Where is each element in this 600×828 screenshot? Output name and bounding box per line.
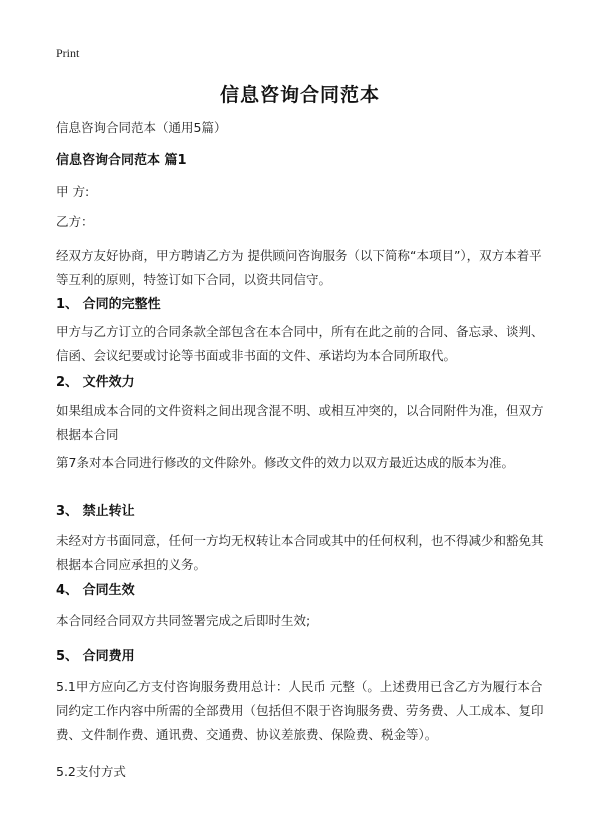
document-subtitle: 信息咨询合同范本（通用5篇）	[56, 120, 227, 135]
section-heading: 信息咨询合同范本 篇1	[56, 153, 187, 168]
clause-3-heading: 3、 禁止转让	[56, 504, 135, 519]
clause-3-paragraph: 未经对方书面同意，任何一方均无权转让本合同或其中的任何权利，也不得减少和豁免其根据本合同应承担的义务。	[56, 533, 544, 572]
clause-1-paragraph: 甲方与乙方订立的合同条款全部包含在本合同中，所有在此之前的合同、备忘录、谈判、信函、会议纪要或讨论等书面或非书面的文件、承诺均为本合同所取代。	[56, 324, 544, 363]
clause-2-paragraph-1: 如果组成本合同的文件资料之间出现含混不明、或相互冲突的，以合同附件为准，但双方根据本合同	[56, 403, 544, 442]
clause-5-paragraph-2: 5.2支付方式	[56, 764, 126, 779]
clause-5-heading: 5、 合同费用	[56, 649, 135, 664]
party-a-line: 甲 方:	[56, 184, 90, 199]
intro-paragraph: 经双方友好协商，甲方聘请乙方为 提供顾问咨询服务（以下简称“本项目”），双方本着平等互利的原则，特签订如下合同，以资共同信守。	[56, 248, 542, 287]
clause-2-heading: 2、 文件效力	[56, 375, 135, 390]
clause-2-paragraph-2: 第7条对本合同进行修改的文件除外。修改文件的效力以双方最近达成的版本为准。	[56, 455, 514, 470]
print-label: Print	[56, 46, 80, 60]
clause-4-paragraph: 本合同经合同双方共同签署完成之后即时生效;	[56, 613, 311, 628]
party-b-line: 乙方：	[56, 214, 94, 229]
document-title: 信息咨询合同范本	[219, 84, 380, 106]
clause-5-paragraph-1: 5.1甲方应向乙方支付咨询服务费用总计：人民币 元整（。上述费用已含乙方为履行本合同约定工作内容中所需的全部费用（包括但不限于咨询服务费、劳务费、人工成本、复印费、文件制作费、通讯费、交通费、协议差旅费、保险费、税金等）。	[56, 679, 544, 742]
clause-4-heading: 4、 合同生效	[56, 583, 135, 598]
clause-1-heading: 1、 合同的完整性	[56, 297, 161, 312]
